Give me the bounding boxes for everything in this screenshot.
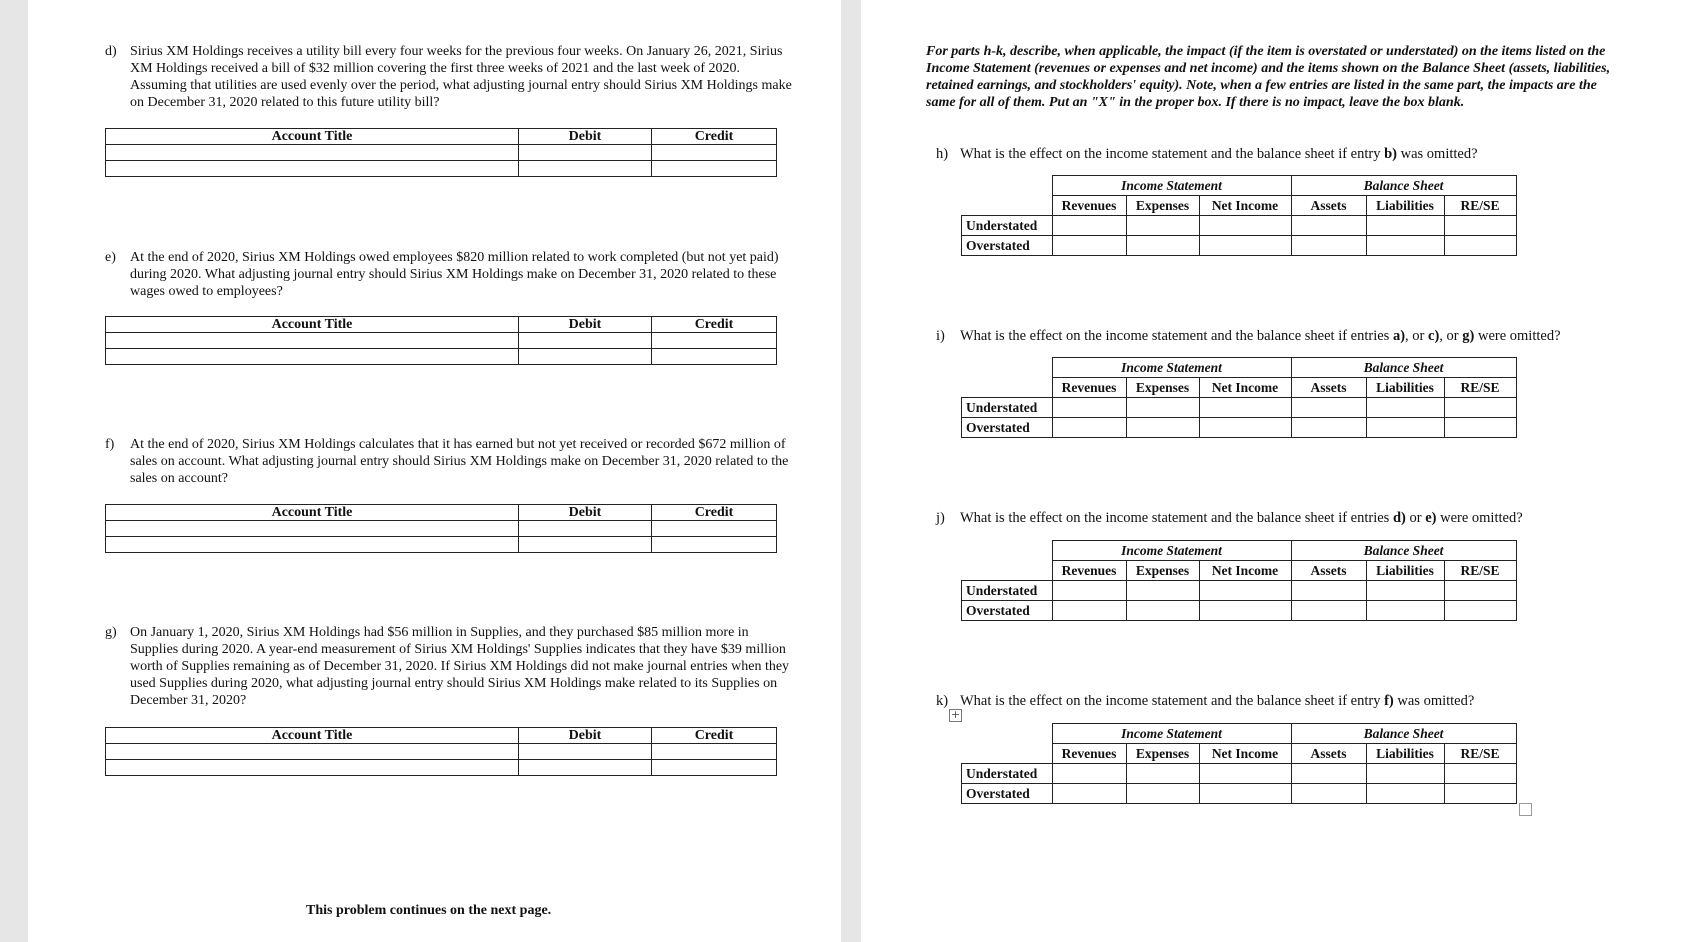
question-label: i) (936, 328, 945, 344)
expenses-header: Expenses (1126, 378, 1199, 398)
effect-cell[interactable] (1126, 764, 1199, 784)
effect-cell[interactable] (1291, 581, 1366, 601)
question-label: e) (105, 250, 116, 265)
effect-cell[interactable] (1444, 601, 1516, 621)
account-cell[interactable] (106, 349, 519, 365)
debit-header: Debit (519, 317, 652, 333)
net-income-header: Net Income (1199, 196, 1291, 216)
question-text: or (1405, 510, 1426, 526)
question-text: , or (1439, 328, 1463, 344)
effect-cell[interactable] (1366, 601, 1444, 621)
debit-header: Debit (519, 728, 652, 744)
effect-cell[interactable] (1366, 418, 1444, 438)
entry-ref: g) (1462, 328, 1475, 344)
column-header-row (962, 196, 1517, 216)
journal-entry-table-e (105, 316, 777, 365)
credit-cell[interactable] (652, 744, 777, 760)
assets-header: Assets (1291, 378, 1366, 398)
income-statement-header: Income Statement (1052, 541, 1291, 561)
column-header-row (962, 744, 1517, 764)
credit-cell[interactable] (652, 537, 777, 553)
debit-header: Debit (519, 129, 652, 145)
journal-header-row (106, 728, 777, 744)
overstated-row (962, 784, 1517, 804)
entry-ref: e) (1425, 510, 1437, 526)
credit-cell[interactable] (652, 760, 777, 776)
journal-entry-row[interactable] (106, 349, 777, 365)
question-text: At the end of 2020, Sirius XM Holdings owed employees $820 million related to work completed (but not yet paid) during 2020. What adjusting journal entry should Sirius XM Holdings make on December 31, 2020 related to these wages owed to employees? (130, 250, 779, 299)
credit-header: Credit (652, 129, 777, 145)
question-label: k) (936, 693, 949, 709)
row-label: Overstated (962, 784, 1053, 804)
row-label: Understated (962, 764, 1053, 784)
table-move-handle-icon[interactable]: + (950, 708, 961, 721)
credit-cell[interactable] (652, 161, 777, 177)
row-label: Understated (962, 216, 1053, 236)
revenues-header: Revenues (1052, 196, 1126, 216)
row-label: Understated (962, 398, 1053, 418)
re-se-header: RE/SE (1444, 378, 1516, 398)
balance-sheet-header: Balance Sheet (1291, 358, 1516, 378)
group-header-row (962, 724, 1517, 744)
credit-cell[interactable] (652, 333, 777, 349)
effect-cell[interactable] (1291, 216, 1366, 236)
effect-cell[interactable] (1366, 216, 1444, 236)
effect-cell[interactable] (1366, 784, 1444, 804)
effect-cell[interactable] (1199, 236, 1291, 256)
effect-table-i (961, 357, 1517, 438)
account-cell[interactable] (106, 333, 519, 349)
question-label: h) (936, 146, 949, 162)
right-document-page (861, 0, 1703, 942)
question-label: f) (105, 437, 115, 452)
question-k (936, 693, 1474, 710)
effect-cell[interactable] (1052, 601, 1126, 621)
debit-cell[interactable] (519, 145, 652, 161)
understated-row (962, 216, 1517, 236)
question-text: , or (1405, 328, 1429, 344)
effect-cell[interactable] (1366, 581, 1444, 601)
liabilities-header: Liabilities (1366, 378, 1444, 398)
journal-entry-table-g (105, 727, 777, 776)
debit-cell[interactable] (519, 349, 652, 365)
revenues-header: Revenues (1052, 561, 1126, 581)
journal-entry-row[interactable] (106, 161, 777, 177)
assets-header: Assets (1291, 196, 1366, 216)
effect-cell[interactable] (1291, 784, 1366, 804)
effect-cell[interactable] (1126, 236, 1199, 256)
effect-cell[interactable] (1444, 418, 1516, 438)
liabilities-header: Liabilities (1366, 561, 1444, 581)
question-text: On January 1, 2020, Sirius XM Holdings had $56 million in Supplies, and they purchased $85 million more in Supplies during 2020. A year-end measurement of Sirius XM Holdings' Supplies indicates that they have $39 million worth of Supplies remaining as of December 31, 2020. If Sirius XM Holdings did not make journal entries when they used Supplies during 2020, what adjusting journal entry should Sirius XM Holdings make related to its Supplies on December 31, 2020? (130, 625, 790, 708)
journal-header-row (106, 129, 777, 145)
effect-cell[interactable] (1199, 216, 1291, 236)
question-label: g) (105, 625, 117, 640)
account-cell[interactable] (106, 145, 519, 161)
credit-cell[interactable] (652, 349, 777, 365)
journal-entry-row[interactable] (106, 744, 777, 760)
journal-entry-row[interactable] (106, 521, 777, 537)
effect-cell[interactable] (1126, 418, 1199, 438)
liabilities-header: Liabilities (1366, 196, 1444, 216)
debit-cell[interactable] (519, 760, 652, 776)
balance-sheet-header: Balance Sheet (1291, 541, 1516, 561)
effect-cell[interactable] (1052, 784, 1126, 804)
effect-cell[interactable] (1126, 216, 1199, 236)
account-cell[interactable] (106, 161, 519, 177)
effect-cell[interactable] (1052, 581, 1126, 601)
effect-table-j (961, 540, 1517, 621)
journal-entry-row[interactable] (106, 537, 777, 553)
understated-row (962, 398, 1517, 418)
journal-entry-row[interactable] (106, 333, 777, 349)
question-h (936, 146, 1478, 163)
credit-header: Credit (652, 505, 777, 521)
net-income-header: Net Income (1199, 744, 1291, 764)
balance-sheet-header: Balance Sheet (1291, 724, 1516, 744)
journal-header-row (106, 317, 777, 333)
assets-header: Assets (1291, 744, 1366, 764)
credit-header: Credit (652, 317, 777, 333)
account-cell[interactable] (106, 744, 519, 760)
effect-cell[interactable] (1291, 398, 1366, 418)
instructions-paragraph: For parts h-k, describe, when applicable, the impact (if the item is overstated or understated) on the items listed on the Income Statement (revenues or expenses and net income) and the items shown on the Balance Sheet (assets, liabilities, retained earnings, and stockholders' equity). Note, when a few entries are listed in the same part, the impacts are the same for all of them. Put an "X" in the proper box. If there is no impact, leave the box blank. (926, 44, 1611, 110)
question-text: were omitted? (1436, 510, 1523, 526)
effect-cell[interactable] (1444, 784, 1516, 804)
balance-sheet-header: Balance Sheet (1291, 176, 1516, 196)
effect-cell[interactable] (1199, 418, 1291, 438)
account-cell[interactable] (106, 521, 519, 537)
question-text: What is the effect on the income statement and the balance sheet if entry (960, 146, 1385, 162)
effect-cell[interactable] (1199, 784, 1291, 804)
effect-cell[interactable] (1126, 581, 1199, 601)
row-label: Understated (962, 581, 1053, 601)
understated-row (962, 581, 1517, 601)
effect-cell[interactable] (1199, 764, 1291, 784)
effect-cell[interactable] (1444, 216, 1516, 236)
net-income-header: Net Income (1199, 561, 1291, 581)
debit-cell[interactable] (519, 537, 652, 553)
continues-note: This problem continues on the next page. (306, 903, 552, 918)
revenues-header: Revenues (1052, 744, 1126, 764)
account-cell[interactable] (106, 760, 519, 776)
credit-cell[interactable] (652, 145, 777, 161)
account-title-header: Account Title (106, 505, 519, 521)
question-label: j) (936, 510, 945, 526)
credit-header: Credit (652, 728, 777, 744)
question-label: d) (105, 44, 117, 59)
journal-entry-table-f (105, 504, 777, 553)
question-text: was omitted? (1393, 693, 1475, 709)
overstated-row (962, 236, 1517, 256)
account-title-header: Account Title (106, 317, 519, 333)
entry-ref: b) (1384, 146, 1397, 162)
effect-cell[interactable] (1126, 784, 1199, 804)
revenues-header: Revenues (1052, 378, 1126, 398)
debit-cell[interactable] (519, 744, 652, 760)
understated-row (962, 764, 1517, 784)
debit-cell[interactable] (519, 521, 652, 537)
effect-table-k (961, 723, 1517, 804)
debit-header: Debit (519, 505, 652, 521)
overstated-row (962, 418, 1517, 438)
effect-cell[interactable] (1052, 418, 1126, 438)
journal-entry-table-d (105, 128, 777, 177)
group-header-row (962, 176, 1517, 196)
question-i (936, 328, 1561, 345)
question-text: were omitted? (1474, 328, 1561, 344)
question-text: was omitted? (1397, 146, 1478, 162)
effect-cell[interactable] (1199, 398, 1291, 418)
journal-entry-row[interactable] (106, 145, 777, 161)
debit-cell[interactable] (519, 333, 652, 349)
question-j (936, 510, 1523, 527)
income-statement-header: Income Statement (1052, 724, 1291, 744)
effect-cell[interactable] (1052, 216, 1126, 236)
income-statement-header: Income Statement (1052, 176, 1291, 196)
question-text: What is the effect on the income statement and the balance sheet if entry (960, 693, 1385, 709)
income-statement-header: Income Statement (1052, 358, 1291, 378)
column-header-row (962, 378, 1517, 398)
expenses-header: Expenses (1126, 561, 1199, 581)
assets-header: Assets (1291, 561, 1366, 581)
effect-cell[interactable] (1052, 764, 1126, 784)
effect-cell[interactable] (1366, 398, 1444, 418)
row-label: Overstated (962, 418, 1053, 438)
effect-cell[interactable] (1444, 581, 1516, 601)
expenses-header: Expenses (1126, 744, 1199, 764)
row-label: Overstated (962, 236, 1053, 256)
question-text: What is the effect on the income statement and the balance sheet if entries (960, 510, 1393, 526)
journal-header-row (106, 505, 777, 521)
effect-cell[interactable] (1199, 581, 1291, 601)
entry-ref: f) (1384, 693, 1394, 709)
column-header-row (962, 561, 1517, 581)
overstated-row (962, 601, 1517, 621)
effect-cell[interactable] (1291, 764, 1366, 784)
liabilities-header: Liabilities (1366, 744, 1444, 764)
journal-entry-row[interactable] (106, 760, 777, 776)
re-se-header: RE/SE (1444, 744, 1516, 764)
effect-cell[interactable] (1199, 601, 1291, 621)
group-header-row (962, 541, 1517, 561)
effect-cell[interactable] (1052, 398, 1126, 418)
question-g (105, 624, 795, 709)
effect-cell[interactable] (1291, 601, 1366, 621)
account-title-header: Account Title (106, 728, 519, 744)
re-se-header: RE/SE (1444, 561, 1516, 581)
net-income-header: Net Income (1199, 378, 1291, 398)
table-resize-handle-icon[interactable] (1519, 803, 1532, 816)
account-cell[interactable] (106, 537, 519, 553)
question-d (105, 43, 795, 111)
effect-cell[interactable] (1366, 764, 1444, 784)
expenses-header: Expenses (1126, 196, 1199, 216)
effect-cell[interactable] (1444, 764, 1516, 784)
question-e (105, 249, 795, 300)
left-document-page (28, 0, 841, 942)
debit-cell[interactable] (519, 161, 652, 177)
question-text: What is the effect on the income statement and the balance sheet if entries (960, 328, 1393, 344)
effect-cell[interactable] (1126, 398, 1199, 418)
effect-cell[interactable] (1444, 236, 1516, 256)
effect-cell[interactable] (1126, 601, 1199, 621)
effect-cell[interactable] (1444, 398, 1516, 418)
entry-ref: d) (1392, 510, 1406, 526)
entry-ref: a) (1392, 328, 1406, 344)
account-title-header: Account Title (106, 129, 519, 145)
effect-cell[interactable] (1366, 236, 1444, 256)
question-text: At the end of 2020, Sirius XM Holdings calculates that it has earned but not yet received or recorded $672 million of sales on account. What adjusting journal entry should Sirius XM Holdings make on December 31, 2020 related to the sales on account? (130, 437, 789, 486)
re-se-header: RE/SE (1444, 196, 1516, 216)
effect-table-h (961, 175, 1517, 256)
row-label: Overstated (962, 601, 1053, 621)
credit-cell[interactable] (652, 521, 777, 537)
question-text: Sirius XM Holdings receives a utility bill every four weeks for the previous four weeks. On January 26, 2021, Sirius XM Holdings received a bill of $32 million covering the first three weeks of 2021 and the last week of 2020. Assuming that utilities are used evenly over the period, what adjusting journal entry should Sirius XM Holdings make on December 31, 2020 related to this future utility bill? (130, 44, 792, 110)
effect-cell[interactable] (1291, 418, 1366, 438)
entry-ref: c) (1428, 328, 1440, 344)
question-f (105, 436, 795, 487)
group-header-row (962, 358, 1517, 378)
effect-cell[interactable] (1291, 236, 1366, 256)
effect-cell[interactable] (1052, 236, 1126, 256)
